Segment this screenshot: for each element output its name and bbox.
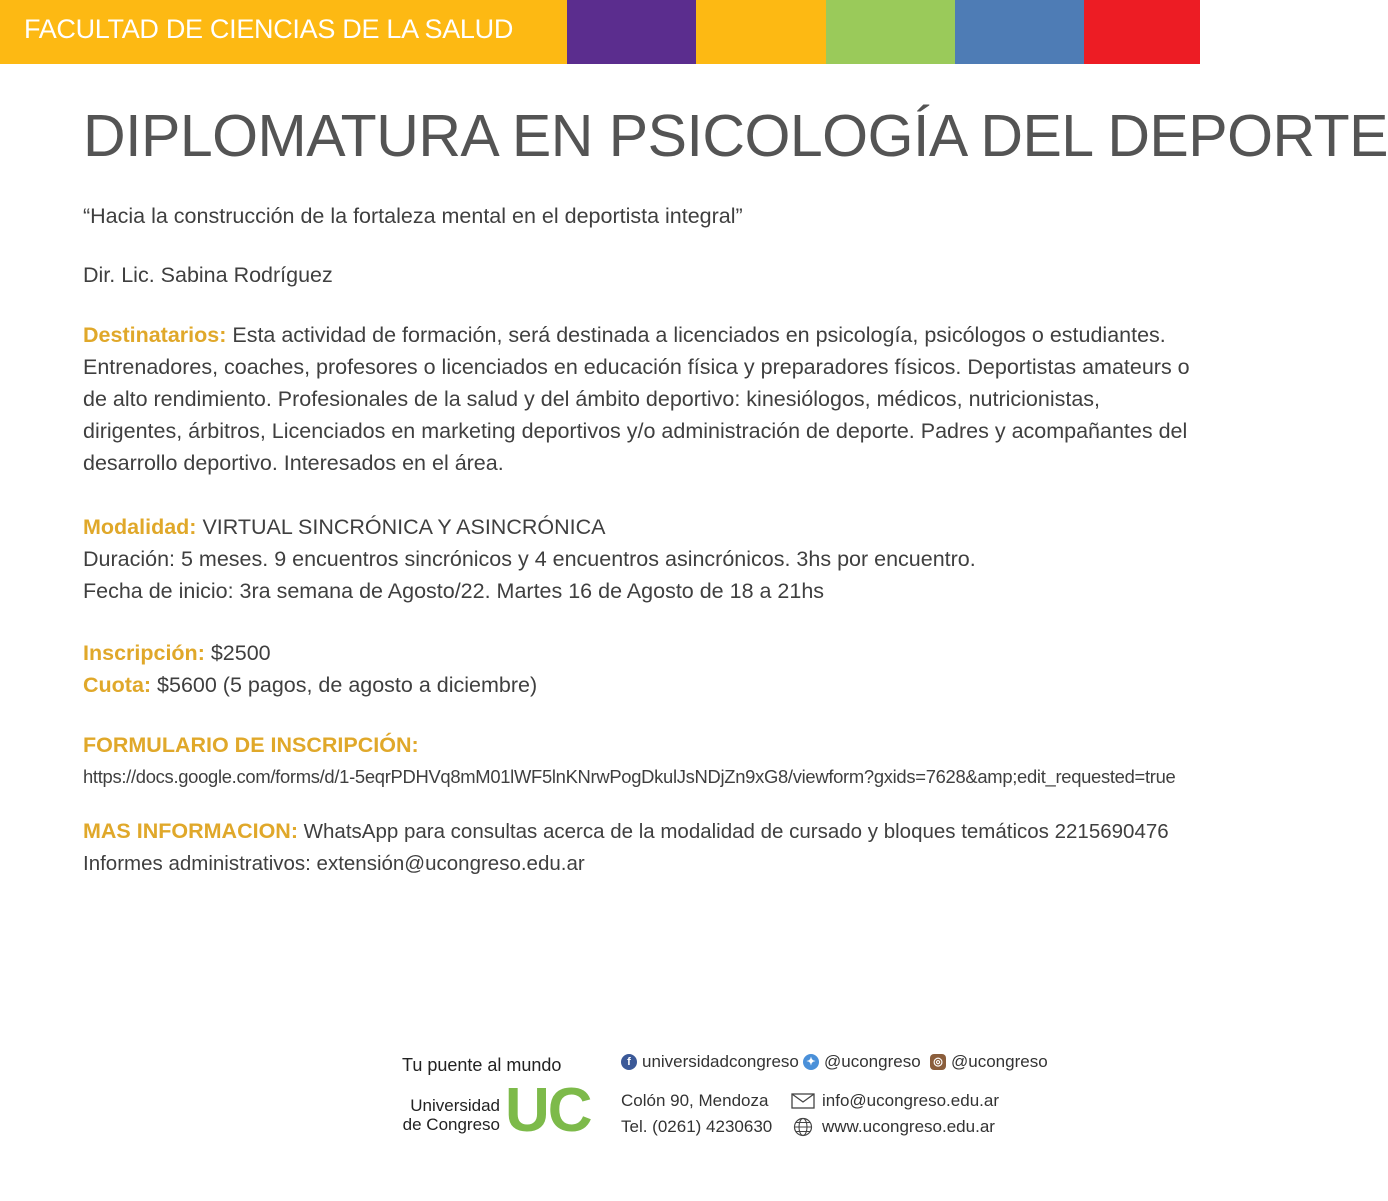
page-title: DIPLOMATURA EN PSICOLOGÍA DEL DEPORTE (83, 103, 1388, 169)
destinatarios-label: Destinatarios: (83, 323, 227, 347)
subtitle: “Hacia la construcción de la fortaleza mental en el deportista integral” (83, 204, 743, 228)
university-name-line2: de Congreso (402, 1115, 500, 1134)
color-segment-red (1084, 0, 1200, 64)
instagram-link[interactable] (930, 1052, 1048, 1072)
inscripcion-label: Inscripción: (83, 641, 205, 665)
director: Dir. Lic. Sabina Rodríguez (83, 263, 333, 287)
color-segment-blue (955, 0, 1084, 64)
inscripcion-line (83, 637, 1193, 669)
website: www.ucongreso.edu.ar (822, 1117, 995, 1136)
admin-info: Informes administrativos: extensión@ucongreso.edu.ar (83, 852, 585, 875)
cuota-value: $5600 (5 pagos, de agosto a diciembre) (151, 673, 538, 697)
formulario-label: FORMULARIO DE INSCRIPCIÓN: (83, 733, 419, 757)
address: Colón 90, Mendoza (621, 1091, 769, 1110)
facebook-icon: f (621, 1054, 637, 1070)
globe-icon (791, 1117, 815, 1137)
contact-block (791, 1088, 999, 1140)
uc-logo: UC (505, 1076, 591, 1145)
web-link[interactable] (791, 1114, 999, 1140)
cuota-line (83, 669, 1193, 701)
email-link[interactable] (791, 1088, 999, 1114)
color-segment-yellow-2 (696, 0, 826, 64)
facebook-link[interactable] (621, 1052, 799, 1072)
modalidad-label: Modalidad: (83, 515, 197, 539)
color-segment-purple (567, 0, 696, 64)
address-block (621, 1088, 772, 1140)
email: info@ucongreso.edu.ar (822, 1091, 999, 1110)
faculty-name: FACULTAD DE CIENCIAS DE LA SALUD (24, 14, 514, 44)
tagline: Tu puente al mundo (402, 1055, 562, 1075)
phone: Tel. (0261) 4230630 (621, 1117, 773, 1136)
fecha-inicio: Fecha de inicio: 3ra semana de Agosto/22. Martes 16 de Agosto de 18 a 21hs (83, 579, 825, 603)
destinatarios-text: Esta actividad de formación, será destinada a licenciados en psicología, psicólogos o estudiantes. Entrenadores, coaches, profesores o licenciados en educación física y preparadores físicos. Deportistas amateurs o de alto rendimiento. Profesionales de la salud y del ámbito deportivo: kinesiólogos, médicos, nutricionistas, dirigentes, árbitros, Licenciados en marketing deportivos y/o administración de deporte. Padres y acompañantes del desarrollo deportivo. Interesados en el área. (83, 323, 1190, 475)
mail-icon (791, 1093, 815, 1109)
info-line (83, 815, 1193, 848)
duracion: Duración: 5 meses. 9 encuentros sincrónicos y 4 encuentros asincrónicos. 3hs por encuentro. (83, 547, 976, 571)
instagram-icon: ◎ (930, 1054, 946, 1070)
header-color-bar (0, 0, 1200, 64)
instagram-handle: @ucongreso (951, 1052, 1048, 1071)
main-content (83, 200, 1193, 880)
cuota-label: Cuota: (83, 673, 152, 697)
info-label: MAS INFORMACION: (83, 819, 298, 843)
university-name-line1: Universidad (410, 1096, 500, 1115)
formulario-link[interactable]: https://docs.google.com/forms/d/1-5eqrPDHVq8mM01lWF5lnKNrwPogDkulJsNDjZn9xG8/viewform?gxids=7628&amp;edit_requested=true (83, 766, 1176, 787)
facebook-handle: universidadcongreso (642, 1052, 799, 1071)
color-segment-green (826, 0, 955, 64)
inscripcion-value: $2500 (204, 641, 271, 665)
twitter-link[interactable] (803, 1052, 921, 1072)
destinatarios-section (83, 319, 1193, 479)
university-name (402, 1096, 500, 1134)
twitter-icon: ✦ (803, 1054, 819, 1070)
twitter-handle: @ucongreso (824, 1052, 921, 1071)
modalidad-line (83, 511, 1193, 543)
modalidad-value: VIRTUAL SINCRÓNICA Y ASINCRÓNICA (196, 515, 606, 539)
whatsapp-text: WhatsApp para consultas acerca de la modalidad de cursado y bloques temáticos 2215690476 (297, 820, 1169, 843)
